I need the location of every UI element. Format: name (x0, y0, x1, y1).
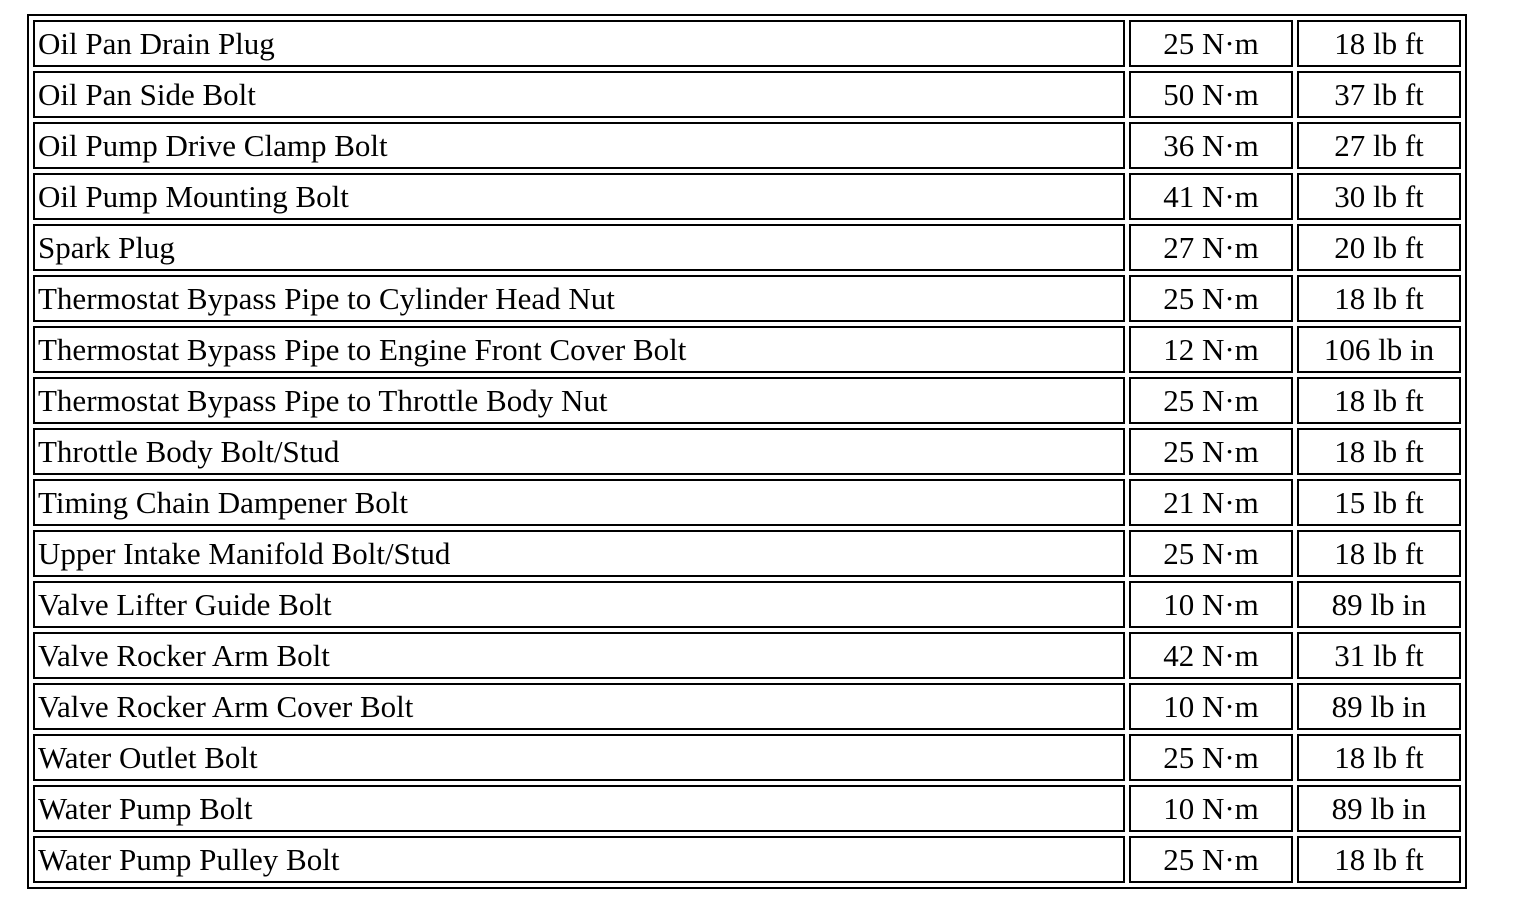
english-torque-cell: 106 lb in (1297, 326, 1461, 373)
fastener-description-cell: Oil Pan Drain Plug (33, 20, 1125, 67)
table-row (33, 836, 1461, 883)
metric-torque-cell: 25 N·m (1129, 20, 1293, 67)
english-torque-cell: 30 lb ft (1297, 173, 1461, 220)
metric-torque-cell: 10 N·m (1129, 785, 1293, 832)
metric-torque-cell: 41 N·m (1129, 173, 1293, 220)
fastener-description-cell: Water Pump Pulley Bolt (33, 836, 1125, 883)
metric-torque-cell: 25 N·m (1129, 428, 1293, 475)
fastener-description-cell: Thermostat Bypass Pipe to Throttle Body Nut (33, 377, 1125, 424)
fastener-description-cell: Water Pump Bolt (33, 785, 1125, 832)
fastener-description-cell: Thermostat Bypass Pipe to Engine Front Cover Bolt (33, 326, 1125, 373)
fastener-description-cell: Oil Pan Side Bolt (33, 71, 1125, 118)
metric-torque-cell: 50 N·m (1129, 71, 1293, 118)
english-torque-cell: 37 lb ft (1297, 71, 1461, 118)
english-torque-cell: 89 lb in (1297, 683, 1461, 730)
metric-torque-cell: 10 N·m (1129, 683, 1293, 730)
table-row (33, 581, 1461, 628)
table-row (33, 683, 1461, 730)
fastener-description-cell: Throttle Body Bolt/Stud (33, 428, 1125, 475)
english-torque-cell: 18 lb ft (1297, 428, 1461, 475)
table-row (33, 275, 1461, 322)
metric-torque-cell: 12 N·m (1129, 326, 1293, 373)
fastener-description-cell: Valve Rocker Arm Cover Bolt (33, 683, 1125, 730)
fastener-description-cell: Oil Pump Mounting Bolt (33, 173, 1125, 220)
table-row (33, 122, 1461, 169)
fastener-description-cell: Oil Pump Drive Clamp Bolt (33, 122, 1125, 169)
table-row (33, 20, 1461, 67)
english-torque-cell: 89 lb in (1297, 581, 1461, 628)
table-row (33, 71, 1461, 118)
fastener-description-cell: Water Outlet Bolt (33, 734, 1125, 781)
english-torque-cell: 18 lb ft (1297, 20, 1461, 67)
metric-torque-cell: 42 N·m (1129, 632, 1293, 679)
table-row (33, 479, 1461, 526)
metric-torque-cell: 25 N·m (1129, 377, 1293, 424)
english-torque-cell: 18 lb ft (1297, 734, 1461, 781)
fastener-description-cell: Valve Lifter Guide Bolt (33, 581, 1125, 628)
fastener-description-cell: Thermostat Bypass Pipe to Cylinder Head Nut (33, 275, 1125, 322)
metric-torque-cell: 25 N·m (1129, 530, 1293, 577)
table-row (33, 530, 1461, 577)
english-torque-cell: 27 lb ft (1297, 122, 1461, 169)
table-row (33, 785, 1461, 832)
english-torque-cell: 18 lb ft (1297, 275, 1461, 322)
table-row (33, 173, 1461, 220)
metric-torque-cell: 27 N·m (1129, 224, 1293, 271)
english-torque-cell: 20 lb ft (1297, 224, 1461, 271)
english-torque-cell: 18 lb ft (1297, 530, 1461, 577)
metric-torque-cell: 25 N·m (1129, 836, 1293, 883)
english-torque-cell: 31 lb ft (1297, 632, 1461, 679)
metric-torque-cell: 25 N·m (1129, 734, 1293, 781)
english-torque-cell: 15 lb ft (1297, 479, 1461, 526)
table-row (33, 326, 1461, 373)
torque-spec-table (27, 14, 1467, 889)
table-row (33, 632, 1461, 679)
english-torque-cell: 18 lb ft (1297, 377, 1461, 424)
table-row (33, 377, 1461, 424)
fastener-description-cell: Upper Intake Manifold Bolt/Stud (33, 530, 1125, 577)
table-row (33, 224, 1461, 271)
metric-torque-cell: 25 N·m (1129, 275, 1293, 322)
english-torque-cell: 89 lb in (1297, 785, 1461, 832)
english-torque-cell: 18 lb ft (1297, 836, 1461, 883)
fastener-description-cell: Spark Plug (33, 224, 1125, 271)
metric-torque-cell: 10 N·m (1129, 581, 1293, 628)
fastener-description-cell: Valve Rocker Arm Bolt (33, 632, 1125, 679)
metric-torque-cell: 21 N·m (1129, 479, 1293, 526)
metric-torque-cell: 36 N·m (1129, 122, 1293, 169)
fastener-description-cell: Timing Chain Dampener Bolt (33, 479, 1125, 526)
table-row (33, 734, 1461, 781)
table-row (33, 428, 1461, 475)
torque-spec-table-body (33, 20, 1461, 883)
